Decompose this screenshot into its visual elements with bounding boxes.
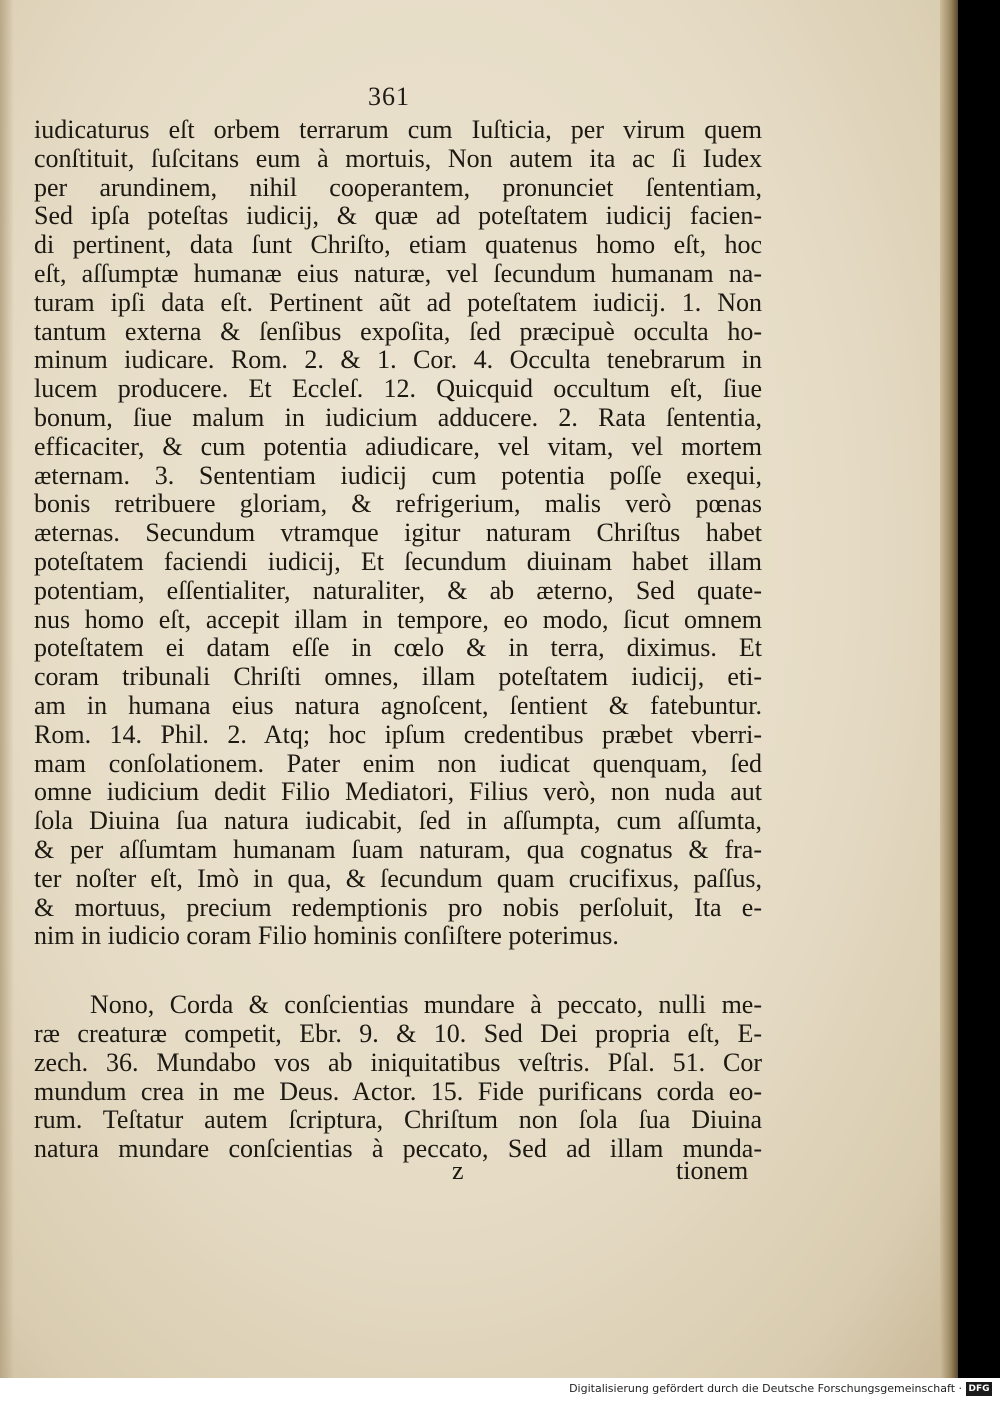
- text-line: omne iudicium dedit Filio Mediatori, Filius verò, non nuda aut: [34, 778, 762, 807]
- text-line: efficaciter, & cum potentia adiudicare, vel vitam, vel mortem: [34, 432, 762, 461]
- text-line: Sed ipſa poteſtas iudicij, & quæ ad poteſtatem iudicij facien-: [34, 202, 762, 231]
- text-line: bonis retribuere gloriam, & refrigerium, malis verò pœnas: [34, 490, 762, 519]
- text-line: bonum, ſiue malum in iudicium adducere. 2. Rata ſententia,: [34, 403, 762, 432]
- catchword: tionem: [676, 1156, 749, 1185]
- text-line: rum. Teſtatur autem ſcriptura, Chriſtum non ſola ſua Diuina: [34, 1106, 762, 1135]
- text-line: æternas. Secundum vtramque igitur naturam Chriſtus habet: [34, 519, 762, 548]
- page-number: 361: [368, 82, 410, 111]
- text-line: lucem producere. Et Eccleſ. 12. Quicquid occultum eſt, ſiue: [34, 375, 762, 404]
- text-line: zech. 36. Mundabo vos ab iniquitatibus veſtris. Pſal. 51. Cor: [34, 1048, 762, 1077]
- footer-bar: [0, 1378, 1000, 1401]
- text-line: natura mundare conſcientias à peccato, Sed ad illam munda-: [34, 1135, 762, 1164]
- page-edge: [940, 0, 958, 1378]
- text-line: eſt, aſſumptæ humanæ eius naturæ, vel ſecundum humanam na-: [34, 259, 762, 288]
- text-line: di pertinent, data ſunt Chriſto, etiam quatenus homo eſt, hoc: [34, 231, 762, 260]
- text-line: & per aſſumtam humanam ſuam naturam, qua cognatus & fra-: [34, 835, 762, 864]
- text-line: æternam. 3. Sententiam iudicij cum potentia poſſe exequi,: [34, 461, 762, 490]
- text-line: tantum externa & ſenſibus expoſita, ſed præcipuè occulta ho-: [34, 317, 762, 346]
- paragraph-1: [34, 116, 762, 951]
- text-line: per arundinem, nihil cooperantem, pronunciet ſententiam,: [34, 173, 762, 202]
- text-line: mundum crea in me Deus. Actor. 15. Fide purificans corda eo-: [34, 1077, 762, 1106]
- text-line: iudicaturus eſt orbem terrarum cum Iuſticia, per virum quem: [34, 116, 762, 144]
- text-line: ſola Diuina ſua natura iudicabit, ſed in aſſumpta, cum aſſumta,: [34, 807, 762, 836]
- text-line: coram tribunali Chriſti omnes, illam poteſtatem iudicij, eti-: [34, 663, 762, 692]
- text-line: am in humana eius natura agnoſcent, ſentient & fatebuntur.: [34, 691, 762, 720]
- text-line: potentiam, eſſentialiter, naturaliter, & ab æterno, Sed quate-: [34, 576, 762, 605]
- text-line: mam conſolationem. Pater enim non iudicat quenquam, ſed: [34, 749, 762, 778]
- text-line: & mortuus, precium redemptionis pro nobis perſoluit, Ita e-: [34, 893, 762, 922]
- gutter-shadow: [0, 0, 14, 1378]
- funding-credit: Digitalisierung gefördert durch die Deutsche Forschungsgemeinschaft ·: [569, 1382, 962, 1395]
- text-line: poteſtatem faciendi iudicij, Et ſecundum diuinam habet illam: [34, 547, 762, 576]
- text-line: turam ipſi data eſt. Pertinent aũt ad poteſtatem iudicij. 1. Non: [34, 288, 762, 317]
- text-line: Rom. 14. Phil. 2. Atq; hoc ipſum credentibus præbet vberri-: [34, 720, 762, 749]
- text-line: conſtituit, ſuſcitans eum à mortuis, Non autem ita ac ſi Iudex: [34, 144, 762, 173]
- text-line: Nono, Corda & conſcientias mundare à peccato, nulli me-: [90, 991, 762, 1020]
- body-text: [34, 116, 762, 1164]
- paragraph-2: [34, 991, 762, 1164]
- text-line: poteſtatem ei datam eſſe in cœlo & in terra, diximus. Et: [34, 634, 762, 663]
- text-line: minum iudicare. Rom. 2. & 1. Cor. 4. Occulta tenebrarum in: [34, 346, 762, 375]
- text-line: nim in iudicio coram Filio hominis conſiſtere poterimus.: [34, 922, 619, 951]
- dfg-logo: DFG: [966, 1382, 992, 1396]
- text-line: nus homo eſt, accepit illam in tempore, eo modo, ſicut omnem: [34, 605, 762, 634]
- paragraph-gap: [34, 951, 762, 991]
- signature-mark: z: [452, 1156, 464, 1185]
- text-line: ræ creaturæ competit, Ebr. 9. & 10. Sed Dei propria eſt, E-: [34, 1019, 762, 1048]
- text-line: ter noſter eſt, Imò in qua, & ſecundum quam crucifixus, paſſus,: [34, 864, 762, 893]
